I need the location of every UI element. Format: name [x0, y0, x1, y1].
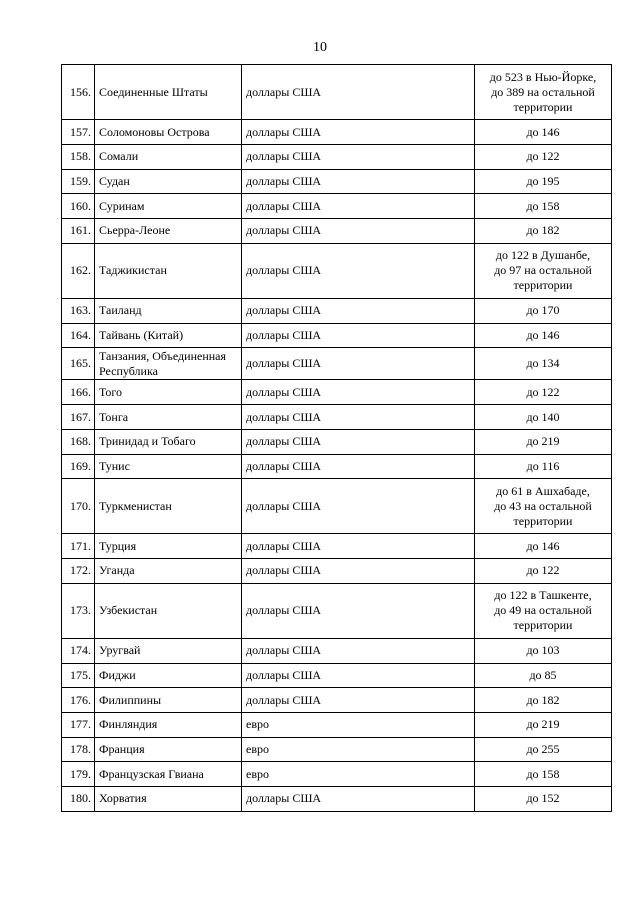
row-number: 165. — [62, 348, 95, 380]
row-number: 169. — [62, 454, 95, 479]
country-cell: Танзания, Объединенная Республика — [95, 348, 242, 380]
currency-cell: доллары США — [242, 688, 475, 713]
table-row — [62, 737, 612, 762]
currency-cell: доллары США — [242, 454, 475, 479]
amount-cell: до 122 — [475, 144, 612, 169]
table-row — [62, 243, 612, 298]
currency-cell: доллары США — [242, 144, 475, 169]
country-cell: Туркменистан — [95, 479, 242, 534]
amount-cell: до 255 — [475, 737, 612, 762]
country-cell: Тайвань (Китай) — [95, 323, 242, 348]
row-number: 174. — [62, 638, 95, 663]
table-row — [62, 323, 612, 348]
currency-cell: доллары США — [242, 583, 475, 638]
currency-cell: доллары США — [242, 429, 475, 454]
table-row — [62, 380, 612, 405]
row-number: 157. — [62, 120, 95, 145]
table-row — [62, 298, 612, 323]
row-number: 180. — [62, 787, 95, 812]
table-row — [62, 479, 612, 534]
country-cell: Узбекистан — [95, 583, 242, 638]
country-cell: Уганда — [95, 559, 242, 584]
table-row — [62, 638, 612, 663]
row-number: 156. — [62, 65, 95, 120]
amount-cell: до 219 — [475, 429, 612, 454]
page-number: 10 — [313, 40, 327, 55]
table-row — [62, 559, 612, 584]
amount-cell: до 146 — [475, 120, 612, 145]
currency-cell: доллары США — [242, 638, 475, 663]
table-row — [62, 663, 612, 688]
row-number: 161. — [62, 218, 95, 243]
amount-cell: до 134 — [475, 348, 612, 380]
country-cell: Франция — [95, 737, 242, 762]
currency-cell: доллары США — [242, 298, 475, 323]
country-cell: Таиланд — [95, 298, 242, 323]
country-cell: Тунис — [95, 454, 242, 479]
amount-cell: до 122 в Ташкенте, до 49 на остальной территории — [475, 583, 612, 638]
amount-cell: до 116 — [475, 454, 612, 479]
country-cell: Сьерра-Леоне — [95, 218, 242, 243]
currency-cell: евро — [242, 737, 475, 762]
table-row — [62, 713, 612, 738]
country-cell: Того — [95, 380, 242, 405]
currency-cell: доллары США — [242, 218, 475, 243]
amount-cell: до 152 — [475, 787, 612, 812]
amount-cell: до 523 в Нью-Йорке, до 389 на остальной территории — [475, 65, 612, 120]
amount-cell: до 195 — [475, 169, 612, 194]
amount-cell: до 219 — [475, 713, 612, 738]
amount-cell: до 85 — [475, 663, 612, 688]
amount-cell: до 103 — [475, 638, 612, 663]
table-row — [62, 454, 612, 479]
currency-cell: евро — [242, 713, 475, 738]
amount-cell: до 182 — [475, 218, 612, 243]
country-cell: Тринидад и Тобаго — [95, 429, 242, 454]
table-row — [62, 787, 612, 812]
country-cell: Уругвай — [95, 638, 242, 663]
table-row — [62, 429, 612, 454]
amount-cell: до 182 — [475, 688, 612, 713]
country-cell: Филиппины — [95, 688, 242, 713]
currency-cell: доллары США — [242, 534, 475, 559]
row-number: 172. — [62, 559, 95, 584]
currency-cell: доллары США — [242, 380, 475, 405]
country-cell: Финляндия — [95, 713, 242, 738]
row-number: 167. — [62, 405, 95, 430]
table-body — [62, 65, 612, 812]
amount-cell: до 170 — [475, 298, 612, 323]
table-row — [62, 688, 612, 713]
table-row — [62, 348, 612, 380]
row-number: 166. — [62, 380, 95, 405]
row-number: 176. — [62, 688, 95, 713]
amount-cell: до 122 — [475, 559, 612, 584]
country-cell: Фиджи — [95, 663, 242, 688]
amount-cell: до 146 — [475, 323, 612, 348]
currency-cell: евро — [242, 762, 475, 787]
table-row — [62, 534, 612, 559]
country-cell: Таджикистан — [95, 243, 242, 298]
row-number: 178. — [62, 737, 95, 762]
amount-cell: до 146 — [475, 534, 612, 559]
currency-cell: доллары США — [242, 405, 475, 430]
country-cell: Соединенные Штаты — [95, 65, 242, 120]
row-number: 175. — [62, 663, 95, 688]
row-number: 162. — [62, 243, 95, 298]
country-cell: Тонга — [95, 405, 242, 430]
currency-cell: доллары США — [242, 194, 475, 219]
currency-cell: доллары США — [242, 243, 475, 298]
row-number: 171. — [62, 534, 95, 559]
row-number: 158. — [62, 144, 95, 169]
currency-cell: доллары США — [242, 479, 475, 534]
currency-cell: доллары США — [242, 65, 475, 120]
table-row — [62, 218, 612, 243]
table-row — [62, 120, 612, 145]
row-number: 168. — [62, 429, 95, 454]
country-cell: Хорватия — [95, 787, 242, 812]
country-cell: Соломоновы Острова — [95, 120, 242, 145]
country-cell: Судан — [95, 169, 242, 194]
currency-cell: доллары США — [242, 787, 475, 812]
country-cell: Суринам — [95, 194, 242, 219]
table-row — [62, 583, 612, 638]
row-number: 170. — [62, 479, 95, 534]
table-row — [62, 762, 612, 787]
currency-cell: доллары США — [242, 323, 475, 348]
row-number: 173. — [62, 583, 95, 638]
table-row — [62, 144, 612, 169]
amount-cell: до 140 — [475, 405, 612, 430]
amount-cell: до 61 в Ашхабаде, до 43 на остальной территории — [475, 479, 612, 534]
table-row — [62, 194, 612, 219]
row-number: 163. — [62, 298, 95, 323]
currency-cell: доллары США — [242, 348, 475, 380]
table-row — [62, 405, 612, 430]
currency-cell: доллары США — [242, 169, 475, 194]
currency-cell: доллары США — [242, 120, 475, 145]
row-number: 177. — [62, 713, 95, 738]
row-number: 159. — [62, 169, 95, 194]
row-number: 160. — [62, 194, 95, 219]
allowance-table — [61, 64, 612, 812]
row-number: 179. — [62, 762, 95, 787]
amount-cell: до 158 — [475, 194, 612, 219]
country-cell: Французская Гвиана — [95, 762, 242, 787]
country-cell: Турция — [95, 534, 242, 559]
amount-cell: до 158 — [475, 762, 612, 787]
country-cell: Сомали — [95, 144, 242, 169]
table-row — [62, 169, 612, 194]
currency-cell: доллары США — [242, 559, 475, 584]
amount-cell: до 122 в Душанбе, до 97 на остальной территории — [475, 243, 612, 298]
table-row — [62, 65, 612, 120]
currency-cell: доллары США — [242, 663, 475, 688]
amount-cell: до 122 — [475, 380, 612, 405]
row-number: 164. — [62, 323, 95, 348]
